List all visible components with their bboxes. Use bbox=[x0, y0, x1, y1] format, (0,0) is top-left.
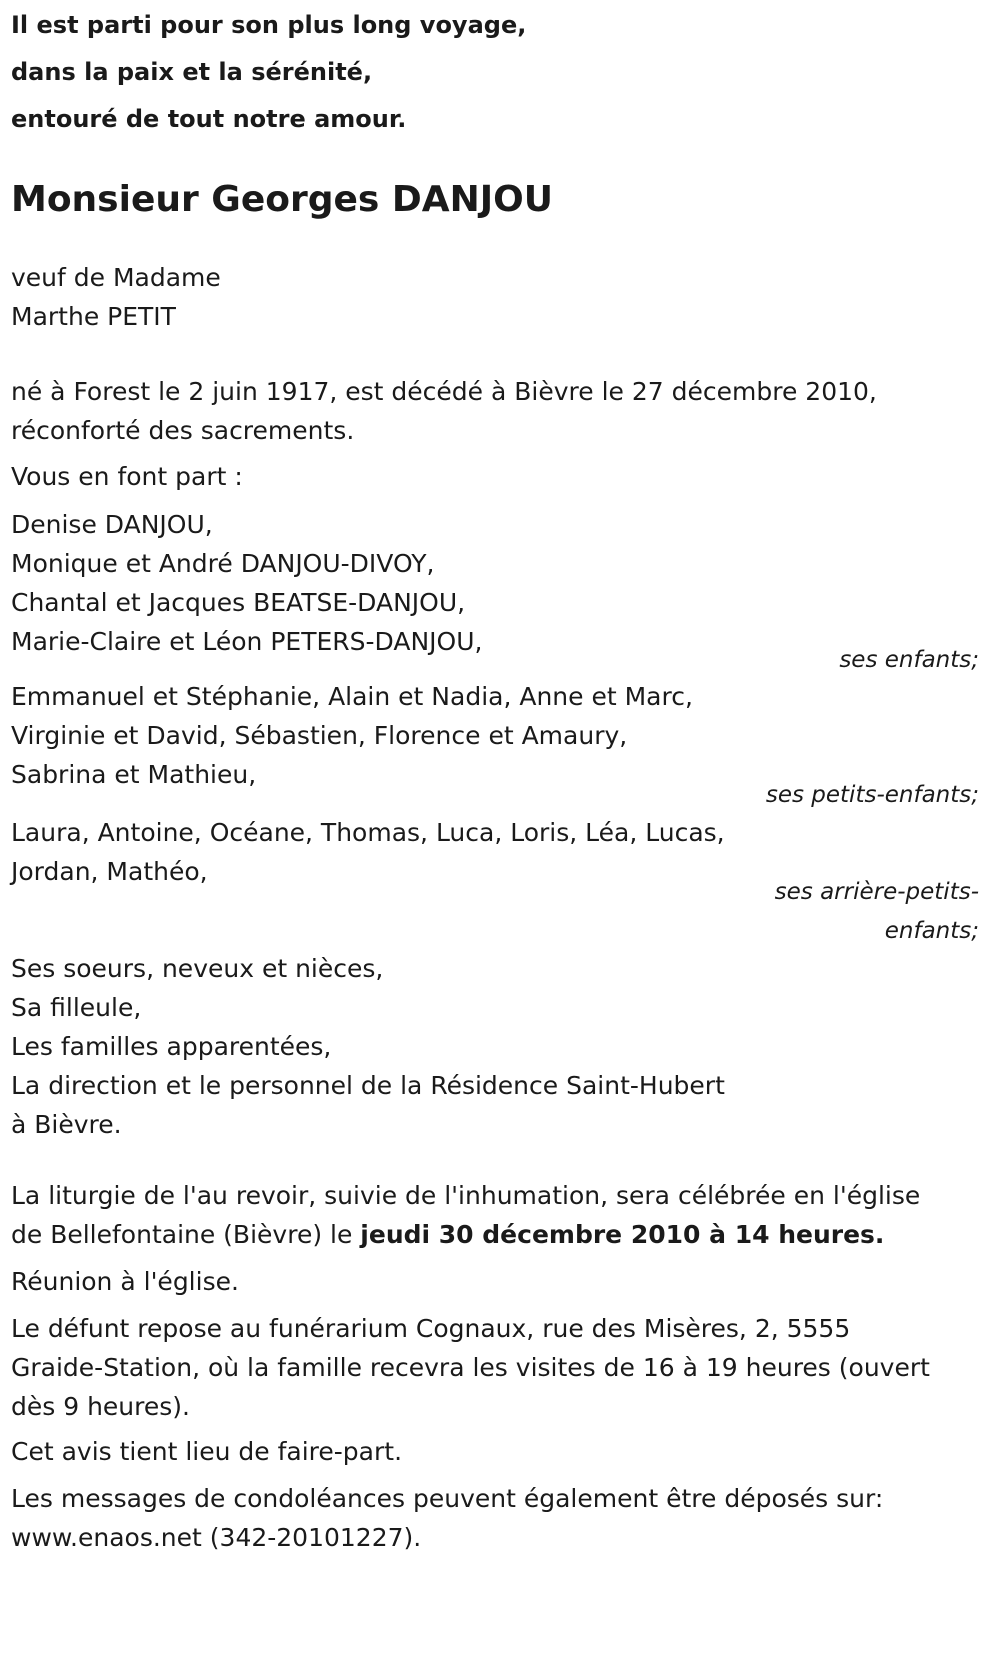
funerarium-info bbox=[11, 1309, 930, 1426]
relative-entry: Ses soeurs, neveux et nièces, bbox=[11, 954, 384, 983]
child-entry: Monique et André DANJOU-DIVOY, bbox=[11, 549, 435, 578]
great-grandchild-entry: Jordan, Mathéo, bbox=[11, 857, 208, 886]
grandchildren-list bbox=[11, 677, 693, 794]
widow-line: Marthe PETIT bbox=[11, 302, 176, 331]
condolences-line: Les messages de condoléances peuvent également être déposés sur: bbox=[11, 1484, 884, 1513]
liturgy-line-2 bbox=[11, 1215, 920, 1254]
child-entry: Marie-Claire et Léon PETERS-DANJOU, bbox=[11, 627, 483, 656]
child-entry: Denise DANJOU, bbox=[11, 510, 213, 539]
intro-verse bbox=[11, 2, 526, 143]
children-list bbox=[11, 505, 482, 661]
great-grandchildren-list bbox=[11, 813, 725, 891]
funerarium-line: Le défunt repose au funérarium Cognaux, rue des Misères, 2, 5555 bbox=[11, 1314, 851, 1343]
children-label: ses enfants; bbox=[839, 647, 979, 673]
grandchild-entry: Emmanuel et Stéphanie, Alain et Nadia, Anne et Marc, bbox=[11, 682, 693, 711]
grandchildren-label: ses petits-enfants; bbox=[765, 782, 979, 808]
child-entry: Chantal et Jacques BEATSE-DANJOU, bbox=[11, 588, 466, 617]
grandchild-entry: Virginie et David, Sébastien, Florence et Amaury, bbox=[11, 721, 628, 750]
birth-line: réconforté des sacrements. bbox=[11, 416, 355, 445]
intro-line: entouré de tout notre amour. bbox=[11, 105, 407, 133]
deceased-name: Monsieur Georges DANJOU bbox=[11, 179, 553, 220]
liturgy-prefix: de Bellefontaine (Bièvre) le bbox=[11, 1220, 361, 1249]
meeting-line: Réunion à l'église. bbox=[11, 1267, 239, 1296]
widow-line: veuf de Madame bbox=[11, 263, 221, 292]
great-grandchildren-label-line: enfants; bbox=[884, 918, 979, 944]
announce-line: Vous en font part : bbox=[11, 462, 243, 491]
birth-line: né à Forest le 2 juin 1917, est décédé à Bièvre le 27 décembre 2010, bbox=[11, 377, 877, 406]
relative-entry: Les familles apparentées, bbox=[11, 1032, 332, 1061]
liturgy-line: La liturgie de l'au revoir, suivie de l'inhumation, sera célébrée en l'église bbox=[11, 1181, 921, 1210]
condolences-info bbox=[11, 1479, 883, 1557]
birth-death-info bbox=[11, 372, 877, 450]
great-grandchildren-label-line: ses arrière-petits- bbox=[774, 879, 979, 905]
relative-entry: La direction et le personnel de la Résidence Saint-Hubert bbox=[11, 1071, 725, 1100]
liturgy-info bbox=[11, 1176, 920, 1254]
widow-of bbox=[11, 258, 221, 336]
liturgy-datetime: jeudi 30 décembre 2010 à 14 heures. bbox=[360, 1220, 885, 1249]
great-grandchild-entry: Laura, Antoine, Océane, Thomas, Luca, Loris, Léa, Lucas, bbox=[11, 818, 725, 847]
condolences-link: www.enaos.net (342-20101227). bbox=[11, 1523, 422, 1552]
relative-entry: à Bièvre. bbox=[11, 1110, 122, 1139]
funerarium-line: dès 9 heures). bbox=[11, 1392, 190, 1421]
notice-line: Cet avis tient lieu de faire-part. bbox=[11, 1437, 403, 1466]
intro-line: dans la paix et la sérénité, bbox=[11, 58, 373, 86]
grandchild-entry: Sabrina et Mathieu, bbox=[11, 760, 257, 789]
great-grandchildren-label bbox=[775, 873, 979, 951]
other-relatives bbox=[11, 949, 725, 1144]
relative-entry: Sa filleule, bbox=[11, 993, 142, 1022]
funerarium-line: Graide-Station, où la famille recevra les visites de 16 à 19 heures (ouvert bbox=[11, 1353, 930, 1382]
intro-line: Il est parti pour son plus long voyage, bbox=[11, 11, 527, 39]
